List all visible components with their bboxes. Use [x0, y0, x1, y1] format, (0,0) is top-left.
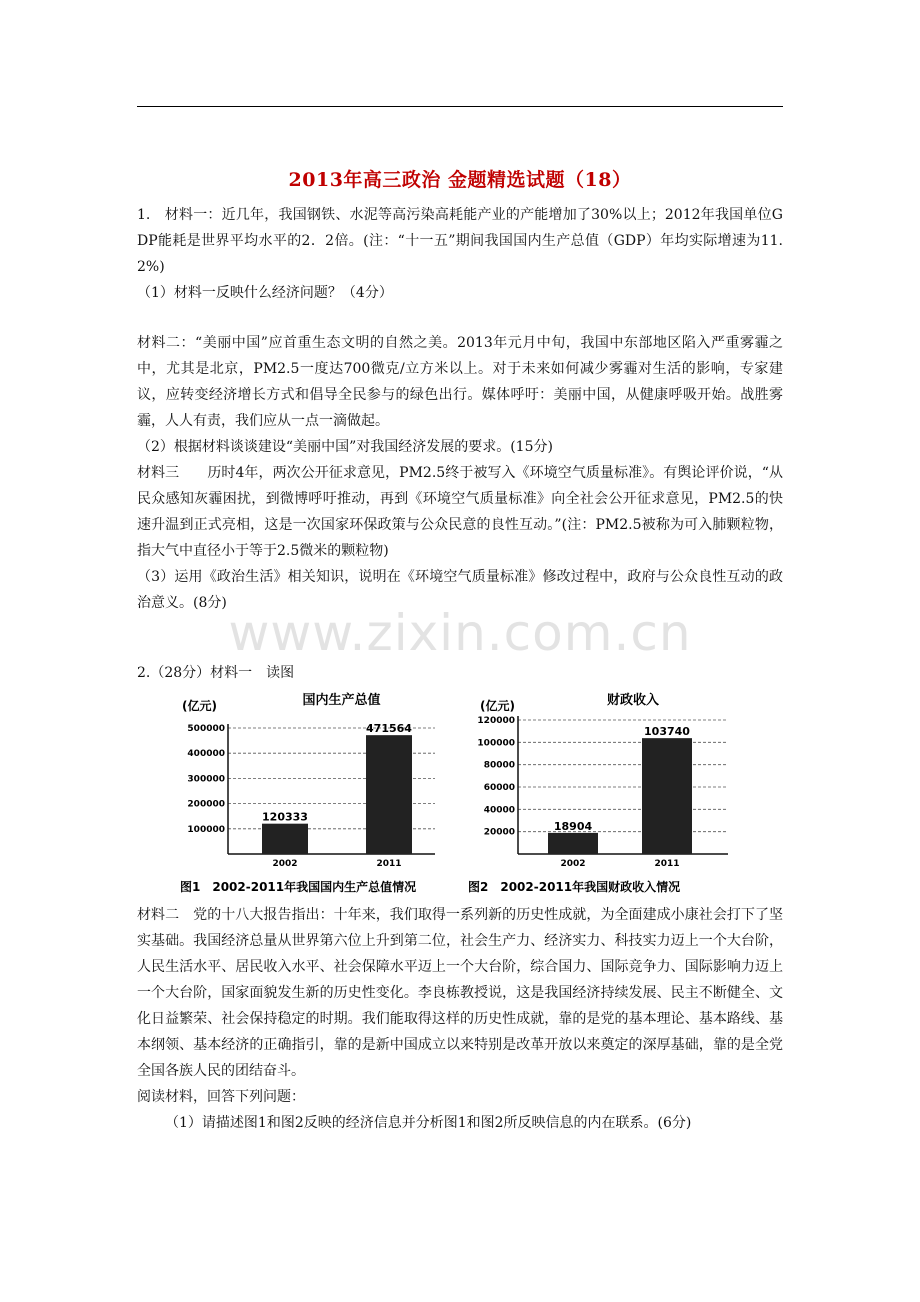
- q1-material-1: 1. 材料一：近几年，我国钢铁、水泥等高污染高耗能产业的产能增加了30%以上；2012年我国单位GDP能耗是世界平均水平的2．2倍。(注：“十一五”期间我国国内生产总值（GDP）年均实际增速为11.2%): [137, 207, 783, 275]
- watermark: www.zixin.com.cn: [228, 604, 692, 662]
- y-tick-label: 80000: [483, 760, 515, 771]
- chart-title: 财政收入: [606, 693, 660, 708]
- q2-prompt: 阅读材料，回答下列问题：: [137, 1089, 305, 1105]
- question-1: [137, 202, 783, 616]
- y-tick-label: 400000: [187, 749, 225, 760]
- y-tick-label: 100000: [477, 738, 515, 749]
- figure-caption: 图1 2002-2011年我国国内生产总值情况: [180, 880, 417, 894]
- bar-2011: [366, 735, 412, 854]
- y-axis-label: (亿元): [480, 699, 515, 713]
- data-label: 18904: [553, 819, 593, 833]
- q2-intro: 2.（28分）材料一 读图: [137, 665, 295, 681]
- y-tick-label: 120000: [477, 716, 515, 726]
- y-tick-label: 200000: [187, 799, 225, 810]
- figure-caption: 图2 2002-2011年我国财政收入情况: [468, 880, 681, 894]
- header-rule: [137, 106, 783, 107]
- data-label: 103740: [644, 725, 690, 739]
- chart-fiscal-revenue: [460, 684, 740, 899]
- page-title: 2013年高三政治 金题精选试题（18）: [288, 169, 632, 191]
- q2-material-2: 材料二 党的十八大报告指出：十年来，我们取得一系列新的历史性成就，为全面建成小康社会打下了坚实基础。我国经济总量从世界第六位上升到第二位，社会生产力、经济实力、科技实力迈上一个大台阶，人民生活水平、居民收入水平、社会保障水平迈上一个大台阶，综合国力、国际竞争力、国际影响力迈上一个大台阶，国家面貌发生新的历史性变化。李良栋教授说，这是我国经济持续发展、民主不断健全、文化日益繁荣、社会保持稳定的时期。我们能取得这样的历史性成就，靠的是党的基本理论、基本路线、基本纲领、基本经济的正确指引，靠的是新中国成立以来特别是改革开放以来奠定的深厚基础，靠的是全党全国各族人民的团结奋斗。: [137, 907, 783, 1079]
- x-tick-label: 2002: [560, 859, 586, 869]
- q1-question-2: （2）根据材料谈谈建设“美丽中国”对我国经济发展的要求。(15分): [137, 439, 553, 455]
- chart-gdp: [170, 684, 460, 899]
- question-2-intro-block: [137, 660, 783, 686]
- q1-question-1: （1）材料一反映什么经济问题？（4分）: [137, 285, 393, 301]
- question-2-body: [137, 902, 783, 1136]
- chart-title: 国内生产总值: [302, 693, 381, 708]
- x-tick-label: 2011: [376, 859, 402, 869]
- y-tick-label: 20000: [483, 827, 515, 838]
- data-label: 471564: [366, 722, 412, 736]
- x-tick-label: 2002: [272, 859, 298, 869]
- bar-2002: [262, 824, 308, 854]
- y-tick-label: 100000: [187, 824, 225, 835]
- data-label: 120333: [262, 810, 308, 824]
- figures: [170, 684, 740, 899]
- y-tick-label: 60000: [483, 783, 515, 793]
- bar-2002: [548, 833, 598, 854]
- bar-2011: [642, 738, 692, 854]
- y-tick-label: 300000: [187, 774, 225, 785]
- q1-material-2: 材料二：“美丽中国”应首重生态文明的自然之美。2013年元月中旬，我国中东部地区陷入严重雾霾之中，尤其是北京，PM2.5一度达700微克/立方米以上。对于未来如何减少雾霾对生活的影响，专家建议，应转变经济增长方式和倡导全民参与的绿色出行。媒体呼吁：美丽中国，从健康呼吸开始。战胜雾霾，人人有责，我们应从一点一滴做起。: [137, 335, 783, 429]
- x-tick-label: 2011: [654, 859, 680, 869]
- q2-question-1: （1）请描述图1和图2反映的经济信息并分析图1和图2所反映信息的内在联系。(6分): [165, 1115, 692, 1131]
- y-axis-label: (亿元): [182, 699, 217, 713]
- y-tick-label: 40000: [483, 805, 515, 816]
- q1-question-3: （3）运用《政治生活》相关知识，说明在《环境空气质量标准》修改过程中，政府与公众良性互动的政治意义。(8分): [137, 569, 783, 611]
- q1-material-3: 材料三 历时4年，两次公开征求意见，PM2.5终于被写入《环境空气质量标准》。有舆论评价说，“从民众感知灰霾困扰，到微博呼吁推动，再到《环境空气质量标准》向全社会公开征求意见，PM2.5的快速升温到正式亮相，这是一次国家环保政策与公众民意的良性互动。”(注：PM2.5被称为可入肺颗粒物，指大气中直径小于等于2.5微米的颗粒物): [137, 465, 783, 559]
- y-tick-label: 500000: [187, 724, 225, 734]
